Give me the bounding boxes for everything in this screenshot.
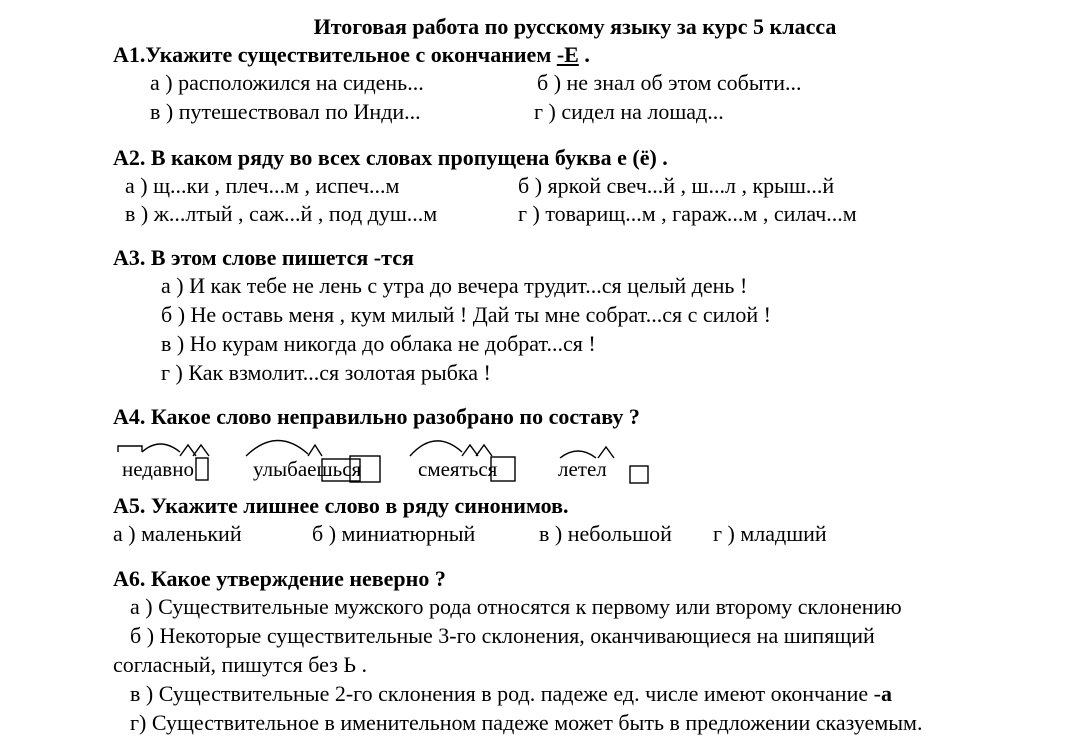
a1-option-g: г ) сидел на лошад... — [534, 99, 724, 124]
question-a1-text: А1.Укажите существительное с окончанием — [113, 42, 557, 67]
morph-root-arc — [246, 440, 308, 456]
a2-option-a: а ) щ...ки , плеч...м , испеч...м — [125, 173, 400, 198]
a5-option-b: б ) миниатюрный — [312, 521, 476, 546]
morph-ending-box — [196, 458, 208, 480]
question-a5: А5. Укажите лишнее слово в ряду синонимов. — [113, 493, 569, 518]
morph-suffix-mark — [180, 445, 196, 456]
a6-option-v — [130, 681, 892, 707]
a4-word-2: улыбаешься — [253, 457, 362, 481]
a4-word-3: смеяться — [418, 457, 498, 481]
a3-option-a: а ) И как тебе не лень с утра до вечера трудит...ся целый день ! — [161, 273, 748, 298]
a1-option-b: б ) не знал об этом событи... — [537, 70, 802, 95]
a1-option-a: а ) расположился на сидень... — [150, 70, 424, 95]
morph-prefix-mark — [118, 446, 142, 452]
question-a4: А4. Какое слово неправильно разобрано по составу ? — [113, 404, 640, 429]
a1-option-v: в ) путешествовал по Инди... — [150, 99, 421, 124]
a3-option-g: г ) Как взмолит...ся золотая рыбка ! — [161, 360, 491, 385]
a6-option-b-line1: б ) Некоторые существительные 3-го склонения, оканчивающиеся на шипящий — [130, 623, 875, 648]
a5-option-v: в ) небольшой — [539, 521, 672, 546]
a6-option-v-ending: а — [880, 681, 892, 706]
morph-suffix-mark — [193, 445, 209, 456]
morph-ending-box — [630, 466, 648, 483]
question-a1-ending: -Е — [556, 42, 579, 67]
morph-suffix-mark — [462, 445, 478, 456]
a2-option-b: б ) яркой свеч...й , ш...л , крыш...й — [518, 173, 835, 198]
a3-option-b: б ) Не оставь меня , кум милый ! Дай ты мне собрат...ся с силой ! — [161, 302, 771, 327]
a3-option-v: в ) Но курам никогда до облака не добрат...ся ! — [161, 331, 596, 356]
question-a1-suffix: . — [578, 42, 590, 67]
a5-option-a: а ) маленький — [113, 521, 242, 546]
question-a3: А3. В этом слове пишется -тся — [113, 245, 414, 270]
a2-option-g: г ) товарищ...м , гараж...м , силач...м — [518, 201, 857, 226]
a2-option-v: в ) ж...лтый , саж...й , под душ...м — [125, 201, 438, 226]
a5-option-g: г ) младший — [713, 521, 827, 546]
morph-suffix-mark — [308, 445, 322, 456]
morph-root-arc — [142, 444, 180, 452]
question-a6: А6. Какое утверждение неверно ? — [113, 566, 446, 591]
a4-word-4: летел — [558, 457, 607, 481]
a6-option-g: г) Существительное в именительном падеже может быть в предложении сказуемым. — [130, 710, 923, 735]
morph-suffix-mark — [476, 445, 492, 456]
question-a2: А2. В каком ряду во всех словах пропущена буква е (ё) . — [113, 145, 668, 170]
question-a1 — [113, 42, 590, 68]
a4-word-1: недавно — [122, 457, 194, 481]
a6-option-b-line2: согласный, пишутся без Ь . — [113, 652, 368, 677]
page-title: Итоговая работа по русскому языку за курс 5 класса — [313, 14, 837, 39]
morph-root-arc — [410, 441, 462, 456]
a6-option-v-text: в ) Существительные 2-го склонения в род. падеже ед. числе имеют окончание - — [130, 681, 881, 706]
a6-option-a: а ) Существительные мужского рода относятся к первому или второму склонению — [130, 594, 902, 619]
